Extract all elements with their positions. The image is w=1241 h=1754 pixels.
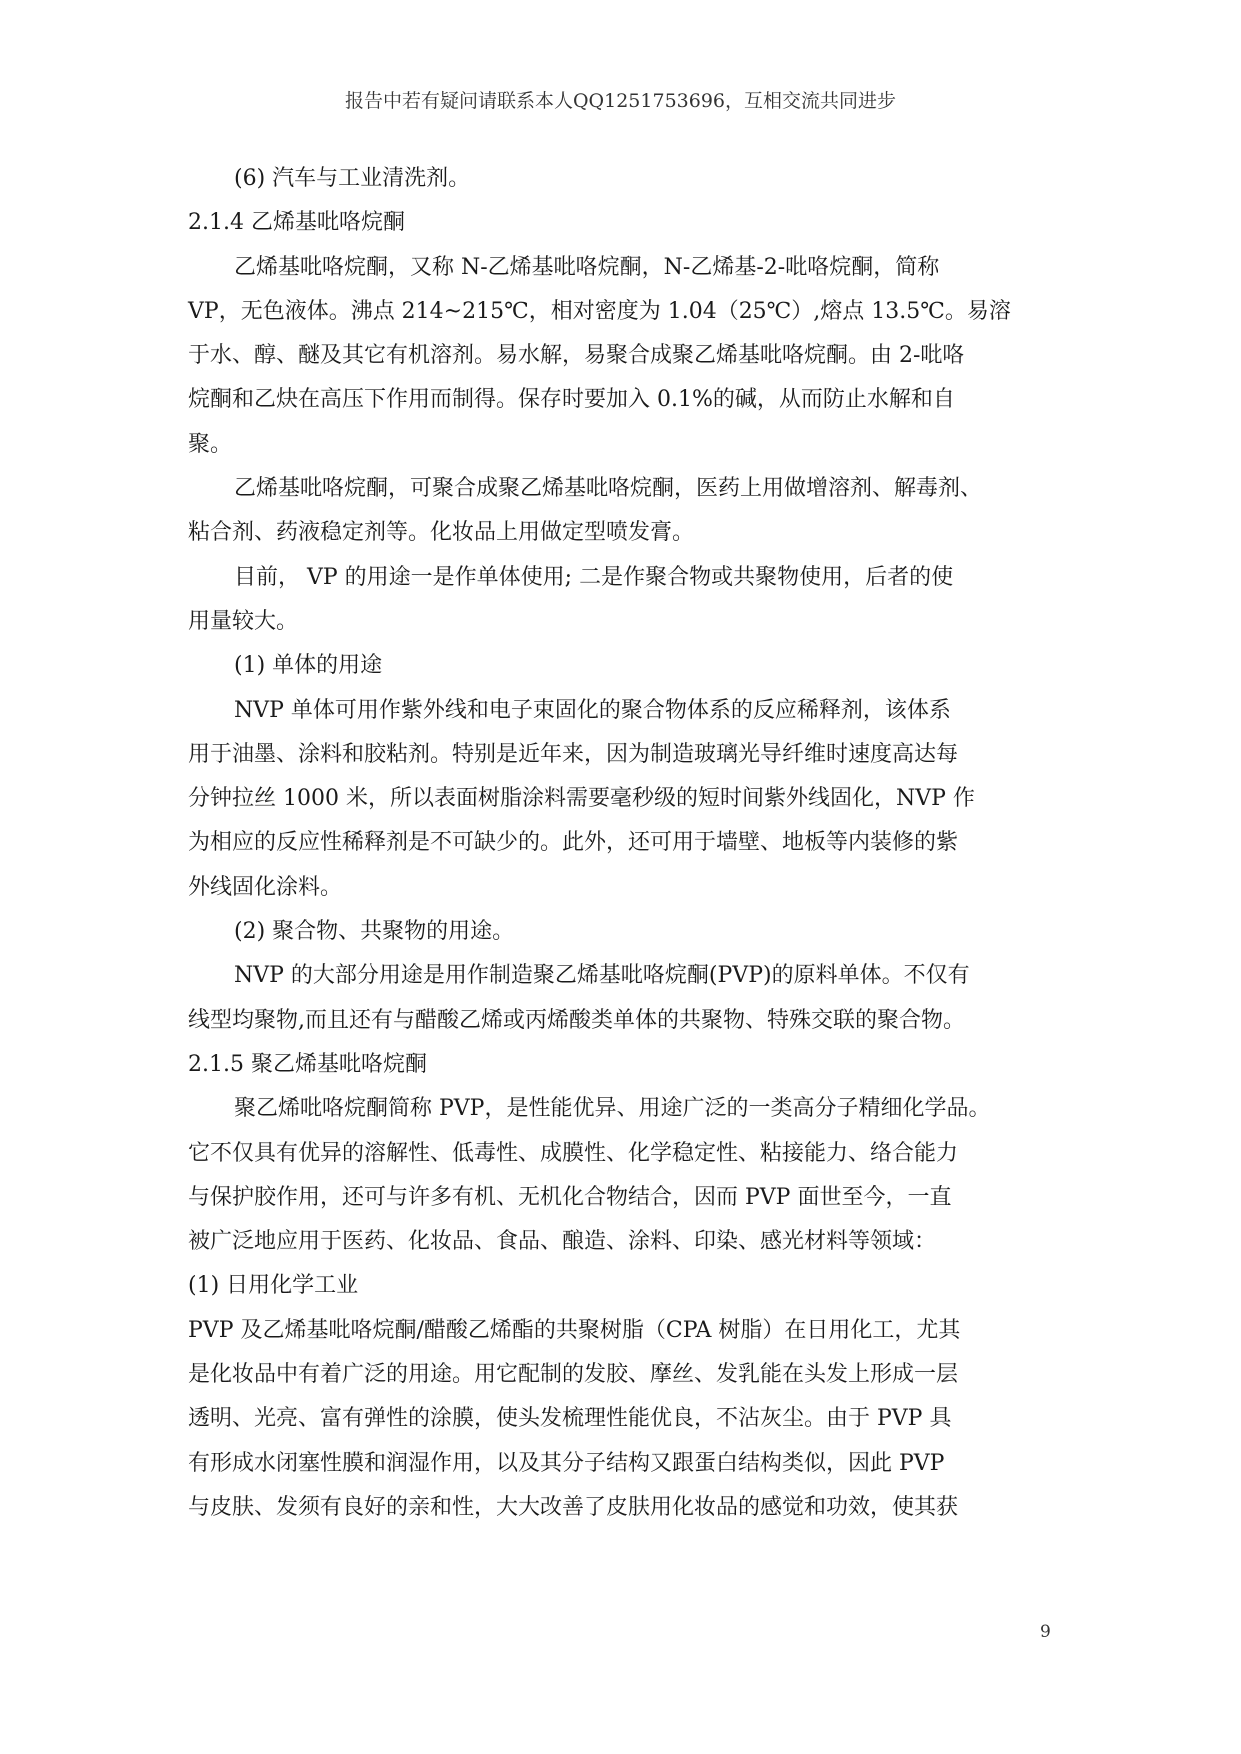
paragraph-line: 聚。 (188, 431, 233, 457)
paragraph-line: 与皮肤、发须有良好的亲和性，大大改善了皮肤用化妆品的感觉和功效，使其获 (188, 1494, 959, 1520)
list-item: (6) 汽车与工业清洗剂。 (234, 166, 471, 191)
paragraph-line: 透明、光亮、富有弹性的涂膜，使头发梳理性能优良，不沾灰尘。由于 PVP 具 (188, 1406, 952, 1432)
paragraph-line: NVP 的大部分用途是用作制造聚乙烯基吡咯烷酮(PVP)的原料单体。不仅有 (234, 963, 970, 989)
paragraph-line: 粘合剂、药液稳定剂等。化妆品上用做定型喷发膏。 (188, 520, 695, 546)
paragraph-line: 分钟拉丝 1000 米，所以表面树脂涂料需要毫秒级的短时间紫外线固化，NVP 作 (188, 786, 975, 812)
paragraph-line: 是化妆品中有着广泛的用途。用它配制的发胶、摩丝、发乳能在头发上形成一层 (188, 1362, 959, 1388)
paragraph-line: 烷酮和乙炔在高压下作用而制得。保存时要加入 0.1%的碱，从而防止水解和自 (188, 387, 955, 413)
paragraph-line: 于水、醇、醚及其它有机溶剂。易水解，易聚合成聚乙烯基吡咯烷酮。由 2-吡咯 (188, 343, 965, 369)
paragraph-line: 线型均聚物,而且还有与醋酸乙烯或丙烯酸类单体的共聚物、特殊交联的聚合物。 (188, 1007, 965, 1033)
paragraph-line: 被广泛地应用于医药、化妆品、食品、酿造、涂料、印染、感光材料等领域： (188, 1229, 937, 1255)
paragraph-line: 它不仅具有优异的溶解性、低毒性、成膜性、化学稳定性、粘接能力、络合能力 (188, 1140, 959, 1166)
body-text (188, 157, 1088, 1530)
paragraph-line: 乙烯基吡咯烷酮，可聚合成聚乙烯基吡咯烷酮，医药上用做增溶剂、解毒剂、 (234, 476, 983, 502)
section-heading: 2.1.5 聚乙烯基吡咯烷酮 (188, 1051, 427, 1077)
page-number: 9 (1040, 1622, 1051, 1642)
paragraph-line: VP，无色液体。沸点 214~215℃，相对密度为 1.04（25℃）,熔点 13.5℃。易溶 (188, 298, 1011, 324)
list-item: (1) 单体的用途 (234, 653, 383, 679)
paragraph-line: 用于油墨、涂料和胶粘剂。特别是近年来，因为制造玻璃光导纤维时速度高达每 (188, 741, 959, 767)
paragraph-line: 目前， VP 的用途一是作单体使用; 二是作聚合物或共聚物使用，后者的使 (234, 564, 954, 590)
paragraph-line: 为相应的反应性稀释剂是不可缺少的。此外，还可用于墙壁、地板等内装修的紫 (188, 830, 959, 856)
list-item: (1) 日用化学工业 (188, 1273, 359, 1299)
paragraph-line: PVP 及乙烯基吡咯烷酮/醋酸乙烯酯的共聚树脂（CPA 树脂）在日用化工，尤其 (188, 1317, 961, 1343)
list-item: (2) 聚合物、共聚物的用途。 (234, 919, 515, 945)
section-heading: 2.1.4 乙烯基吡咯烷酮 (188, 210, 405, 236)
paragraph-line: 用量较大。 (188, 608, 299, 634)
paragraph-line: 外线固化涂料。 (188, 874, 343, 900)
paragraph-line: NVP 单体可用作紫外线和电子束固化的聚合物体系的反应稀释剂，该体系 (234, 697, 951, 723)
paragraph-line: 聚乙烯吡咯烷酮简称 PVP，是性能优异、用途广泛的一类高分子精细化学品。 (234, 1096, 991, 1122)
paragraph-line: 与保护胶作用，还可与许多有机、无机化合物结合，因而 PVP 面世至今，一直 (188, 1184, 952, 1210)
paragraph-line: 乙烯基吡咯烷酮，又称 N-乙烯基吡咯烷酮，N-乙烯基-2-吡咯烷酮，简称 (234, 254, 940, 280)
paragraph-line: 有形成水闭塞性膜和润湿作用，以及其分子结构又跟蛋白结构类似，因此 PVP (188, 1450, 945, 1476)
page-header: 报告中若有疑问请联系本人QQ1251753696，互相交流共同进步 (344, 90, 897, 112)
